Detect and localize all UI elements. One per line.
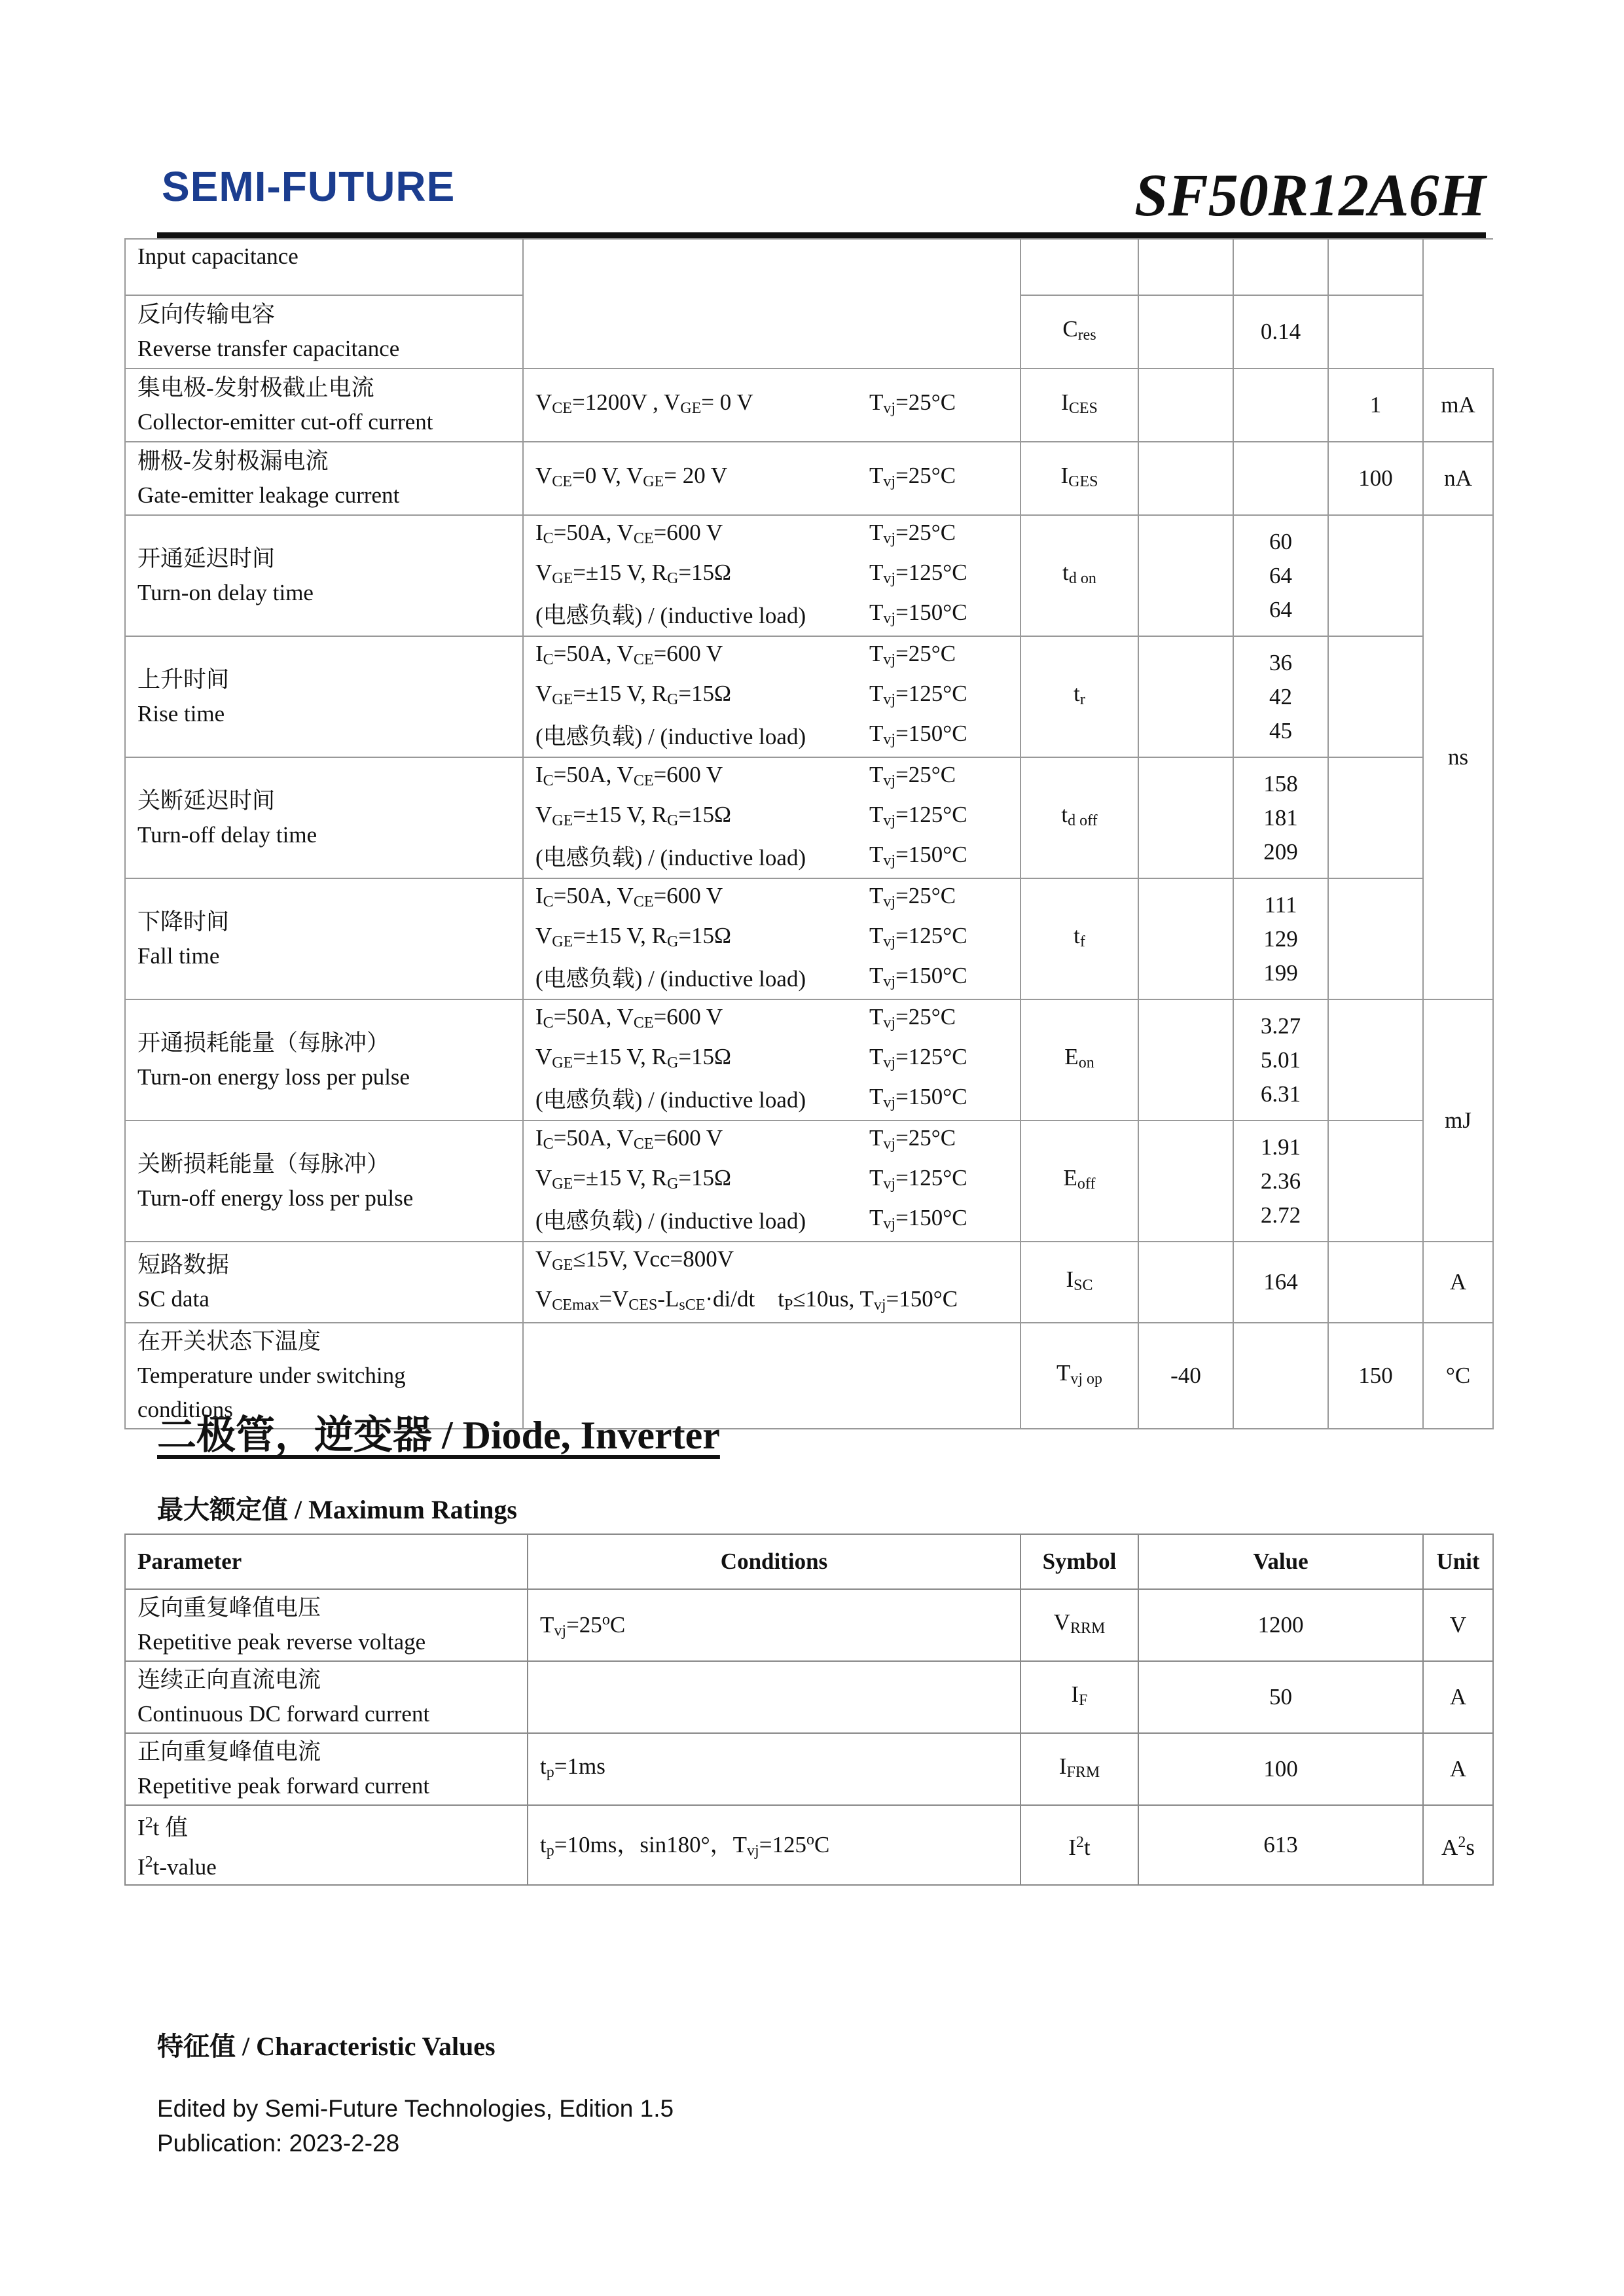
symbol-cell: $I^2t$	[1020, 1805, 1138, 1885]
min-value: -40	[1138, 1323, 1233, 1429]
unit-cell: °C	[1423, 1323, 1493, 1429]
footer	[157, 2091, 674, 2161]
conditions-cell: $V_{CE}=1200V$ , $V_{GE}= 0$ V $T_{vj}=25^\circ C$	[523, 368, 1020, 442]
igbt-characteristics-table	[124, 238, 1494, 1429]
param-en: Gate-emitter leakage current	[137, 482, 400, 508]
company-logo: SEMI-FUTURE	[162, 163, 456, 210]
characteristic-values-title: 特征值 / Characteristic Values	[157, 2032, 496, 2061]
param-zh: 栅极-发射极漏电流	[137, 448, 329, 474]
typ-values: 158 181 209	[1233, 757, 1328, 878]
param-zh: 反向重复峰值电压	[137, 1595, 321, 1621]
inductive-load-note: (电感负载) / (inductive load)	[535, 844, 806, 870]
unit-cell: nA	[1423, 442, 1493, 515]
typ-values: 36 42 45	[1233, 636, 1328, 757]
header-conditions: Conditions	[528, 1534, 1020, 1589]
param-en: Repetitive peak forward current	[137, 1773, 430, 1799]
symbol-cell: $t_{d on}$	[1020, 515, 1138, 636]
table-row	[125, 636, 1493, 757]
table-header-row	[125, 1534, 1493, 1589]
symbol-cell: $t_{d off}$	[1020, 757, 1138, 878]
param-en: Turn-on energy loss per pulse	[137, 1064, 410, 1090]
table-row	[125, 239, 1493, 295]
param-zh: $I^2t$ 值	[137, 1814, 189, 1840]
table-row	[125, 1805, 1493, 1885]
typ-values: 1.91 2.36 2.72	[1233, 1121, 1328, 1242]
header-value: Value	[1138, 1534, 1423, 1589]
param-zh: 短路数据	[137, 1252, 230, 1278]
max-ratings-title: 最大额定值 / Maximum Ratings	[157, 1495, 517, 1524]
symbol-cell: $V_{RRM}$	[1020, 1589, 1138, 1661]
unit-cell: $A^2s$	[1423, 1805, 1493, 1885]
param-en: $I^2t$-value	[137, 1854, 217, 1880]
table-row	[125, 368, 1493, 442]
header-symbol: Symbol	[1020, 1534, 1138, 1589]
table-row	[125, 757, 1493, 878]
param-en: Turn-off delay time	[137, 821, 317, 848]
max-value: 100	[1328, 442, 1423, 515]
param-zh: 开通损耗能量（每脉冲）	[137, 1030, 390, 1056]
table-row	[125, 1661, 1493, 1733]
conditions-cell: $I_C=50A$, $V_{CE}=600$ V $T_{vj}=25^\circ C$ $V_{GE}=\pm 15$ V, $R_G=15\Omega$ $T_{vj}=125^\circ C$ (电感负载) / (inductive load) $T_{vj}=150^\circ C$	[523, 636, 1020, 757]
param-zh: 连续正向直流电流	[137, 1667, 321, 1693]
param-en: Fall time	[137, 942, 220, 969]
table-row	[125, 1121, 1493, 1242]
inductive-load-note: (电感负载) / (inductive load)	[535, 1086, 806, 1113]
symbol-cell: $T_{vj op}$	[1020, 1323, 1138, 1429]
symbol-cell: $t_r$	[1020, 636, 1138, 757]
param-zh: 正向重复峰值电流	[137, 1739, 321, 1765]
edition-text: Edited by Semi-Future Technologies, Edition 1.5	[157, 2095, 674, 2122]
param-zh: 关断延迟时间	[137, 787, 276, 814]
conditions-cell: $I_C=50A$, $V_{CE}=600$ V $T_{vj}=25^\circ C$ $V_{GE}=\pm 15$ V, $R_G=15\Omega$ $T_{vj}=125^\circ C$ (电感负载) / (inductive load) $T_{vj}=150^\circ C$	[523, 757, 1020, 878]
table-row	[125, 999, 1493, 1121]
typ-values: 111 129 199	[1233, 878, 1328, 999]
typ-value: 0.14	[1233, 295, 1328, 368]
inductive-load-note: (电感负载) / (inductive load)	[535, 965, 806, 992]
header-rule	[157, 232, 1486, 238]
typ-value: 164	[1233, 1242, 1328, 1323]
table-row	[125, 1242, 1493, 1323]
value-cell: 1200	[1138, 1589, 1423, 1661]
model-number: SF50R12A6H	[1134, 162, 1486, 228]
conditions-cell: $t_p=10ms$，sin180°，$T_{vj}=125^oC$	[528, 1805, 1020, 1885]
inductive-load-note: (电感负载) / (inductive load)	[535, 602, 806, 628]
publication-date: Publication: 2023-2-28	[157, 2130, 400, 2157]
symbol-cell: $I_{CES}$	[1020, 368, 1138, 442]
unit-cell: mA	[1423, 368, 1493, 442]
value-cell: 613	[1138, 1805, 1423, 1885]
unit-cell: A	[1423, 1661, 1493, 1733]
param-en: Rise time	[137, 700, 225, 726]
param-en: Reverse transfer capacitance	[137, 336, 400, 361]
param-zh: 关断损耗能量（每脉冲）	[137, 1151, 390, 1177]
inductive-load-note: (电感负载) / (inductive load)	[535, 1208, 806, 1234]
table-row	[125, 442, 1493, 515]
conditions-cell: $t_p=1ms$	[528, 1733, 1020, 1805]
param-zh: 反向传输电容	[137, 302, 276, 327]
param-zh: 在开关状态下温度	[137, 1329, 321, 1354]
param-en: SC data	[137, 1286, 209, 1312]
param-en: Turn-off energy loss per pulse	[137, 1185, 414, 1211]
param-zh: 集电极-发射极截止电流	[137, 375, 374, 401]
symbol-cell: $C_{res}$	[1020, 295, 1138, 368]
symbol-cell: $I_{FRM}$	[1020, 1733, 1138, 1805]
unit-cell: A	[1423, 1733, 1493, 1805]
conditions-cell: $T_{vj}=25^oC$	[528, 1589, 1020, 1661]
param-en: Continuous DC forward current	[137, 1701, 430, 1727]
unit-cell: ns	[1423, 515, 1493, 999]
conditions-cell: $I_C=50A$, $V_{CE}=600$ V $T_{vj}=25^\circ C$ $V_{GE}=\pm 15$ V, $R_G=15\Omega$ $T_{vj}=125^\circ C$ (电感负载) / (inductive load) $T_{vj}=150^\circ C$	[523, 999, 1020, 1121]
value-cell: 50	[1138, 1661, 1423, 1733]
table-row	[125, 1589, 1493, 1661]
conditions-cell: $V_{GE}\le 15V$, Vcc=800V $V_{CEmax}=V_{CES}-L_{sCE}\cdot di/dt$ $t_P\le 10us$, $T_{vj}=150^\circ C$	[523, 1242, 1020, 1323]
value-cell: 100	[1138, 1733, 1423, 1805]
symbol-cell: $E_{off}$	[1020, 1121, 1138, 1242]
max-value: 150	[1328, 1323, 1423, 1429]
max-value: 1	[1328, 368, 1423, 442]
table-row	[125, 1733, 1493, 1805]
symbol-cell: $I_F$	[1020, 1661, 1138, 1733]
table-row	[125, 878, 1493, 999]
section-title-diode: 二极管，逆变器 / Diode, Inverter	[157, 1414, 720, 1457]
conditions-cell: $I_C=50A$, $V_{CE}=600$ V $T_{vj}=25^\circ C$ $V_{GE}=\pm 15$ V, $R_G=15\Omega$ $T_{vj}=125^\circ C$ (电感负载) / (inductive load) $T_{vj}=150^\circ C$	[523, 878, 1020, 999]
symbol-cell: $I_{SC}$	[1020, 1242, 1138, 1323]
param-zh: 上升时间	[137, 666, 230, 692]
conditions-cell	[528, 1661, 1020, 1733]
param-en: Repetitive peak reverse voltage	[137, 1629, 426, 1655]
header-unit: Unit	[1423, 1534, 1493, 1589]
unit-cell: mJ	[1423, 999, 1493, 1242]
param-zh: 开通延迟时间	[137, 545, 276, 571]
symbol-cell: $t_f$	[1020, 878, 1138, 999]
unit-cell: V	[1423, 1589, 1493, 1661]
param-en: Turn-on delay time	[137, 579, 314, 605]
symbol-cell: $E_{on}$	[1020, 999, 1138, 1121]
diode-max-ratings-table	[124, 1534, 1494, 1886]
typ-values: 60 64 64	[1233, 515, 1328, 636]
typ-values: 3.27 5.01 6.31	[1233, 999, 1328, 1121]
conditions-cell: $I_C=50A$, $V_{CE}=600$ V $T_{vj}=25^\circ C$ $V_{GE}=\pm 15$ V, $R_G=15\Omega$ $T_{vj}=125^\circ C$ (电感负载) / (inductive load) $T_{vj}=150^\circ C$	[523, 1121, 1020, 1242]
param-en: Input capacitance	[125, 239, 523, 295]
symbol-cell: $I_{GES}$	[1020, 442, 1138, 515]
table-row	[125, 515, 1493, 636]
inductive-load-note: (电感负载) / (inductive load)	[535, 723, 806, 749]
conditions-cell: $I_C=50A$, $V_{CE}=600$ V $T_{vj}=25^\circ C$ $V_{GE}=\pm 15$ V, $R_G=15\Omega$ $T_{vj}=125^\circ C$ (电感负载) / (inductive load) $T_{vj}=150^\circ C$	[523, 515, 1020, 636]
param-zh: 下降时间	[137, 908, 230, 935]
param-en: Collector-emitter cut-off current	[137, 409, 433, 435]
param-en: Temperature under switching conditions	[137, 1363, 406, 1422]
conditions-cell: $V_{CE}=0$ V, $V_{GE}= 20$ V $T_{vj}=25^\circ C$	[523, 442, 1020, 515]
header-parameter: Parameter	[125, 1534, 528, 1589]
unit-cell: A	[1423, 1242, 1493, 1323]
